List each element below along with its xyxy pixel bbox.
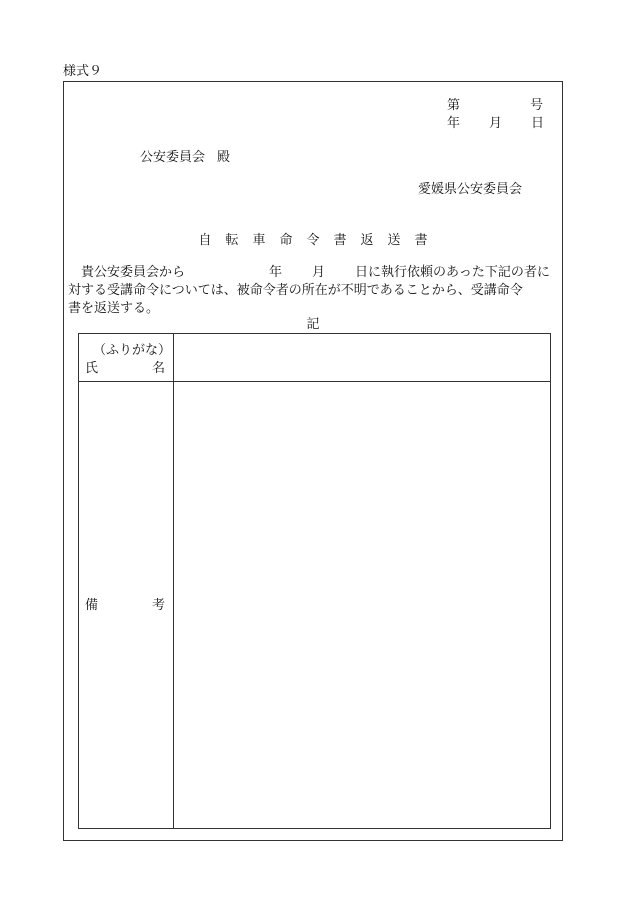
document-title: 自転車命令書返送書 (198, 233, 442, 248)
body-line-3: 書を返送する。 (68, 301, 160, 316)
remarks-label-cell (79, 382, 174, 829)
date-month: 月 (489, 116, 503, 131)
record-table (78, 333, 551, 829)
remarks-row (79, 382, 551, 829)
date-year: 年 (447, 116, 461, 131)
name-row (79, 334, 551, 382)
issuer-name: 愛媛県公安委員会 (418, 182, 523, 197)
body-line-2: 対する受講命令については、被命令者の所在が不明であることから、受講命令 (68, 283, 523, 298)
date-line (447, 117, 544, 130)
remarks-label (79, 599, 173, 612)
remarks-value-field[interactable] (174, 382, 551, 829)
form-number-label: 様式９ (63, 64, 103, 79)
body-year: 年 (269, 265, 283, 280)
body-text (68, 264, 560, 318)
name-label (85, 362, 165, 375)
furigana-label: （ふりがな） (93, 343, 172, 358)
body-line1-end: 日に執行依頼のあった下記の者に (355, 265, 550, 280)
addressee-honorific: 殿 (217, 150, 231, 165)
remarks-label-char-2: 考 (151, 597, 165, 613)
number-prefix: 第 (447, 98, 461, 113)
name-label-char-1: 氏 (85, 361, 99, 376)
remarks-label-char-1: 備 (85, 597, 99, 613)
addressee (140, 151, 230, 164)
name-value-field[interactable] (174, 334, 551, 382)
body-month: 月 (312, 265, 326, 280)
ki-heading: 記 (306, 317, 320, 332)
document-number-line (447, 99, 543, 112)
addressee-committee: 公安委員会 (140, 150, 206, 165)
name-label-char-2: 名 (151, 361, 165, 376)
number-suffix: 号 (530, 98, 544, 113)
body-line1-start: 貴公安委員会から (81, 265, 186, 280)
body-line-1 (68, 264, 560, 282)
date-day: 日 (531, 116, 545, 131)
name-label-cell (79, 334, 174, 382)
